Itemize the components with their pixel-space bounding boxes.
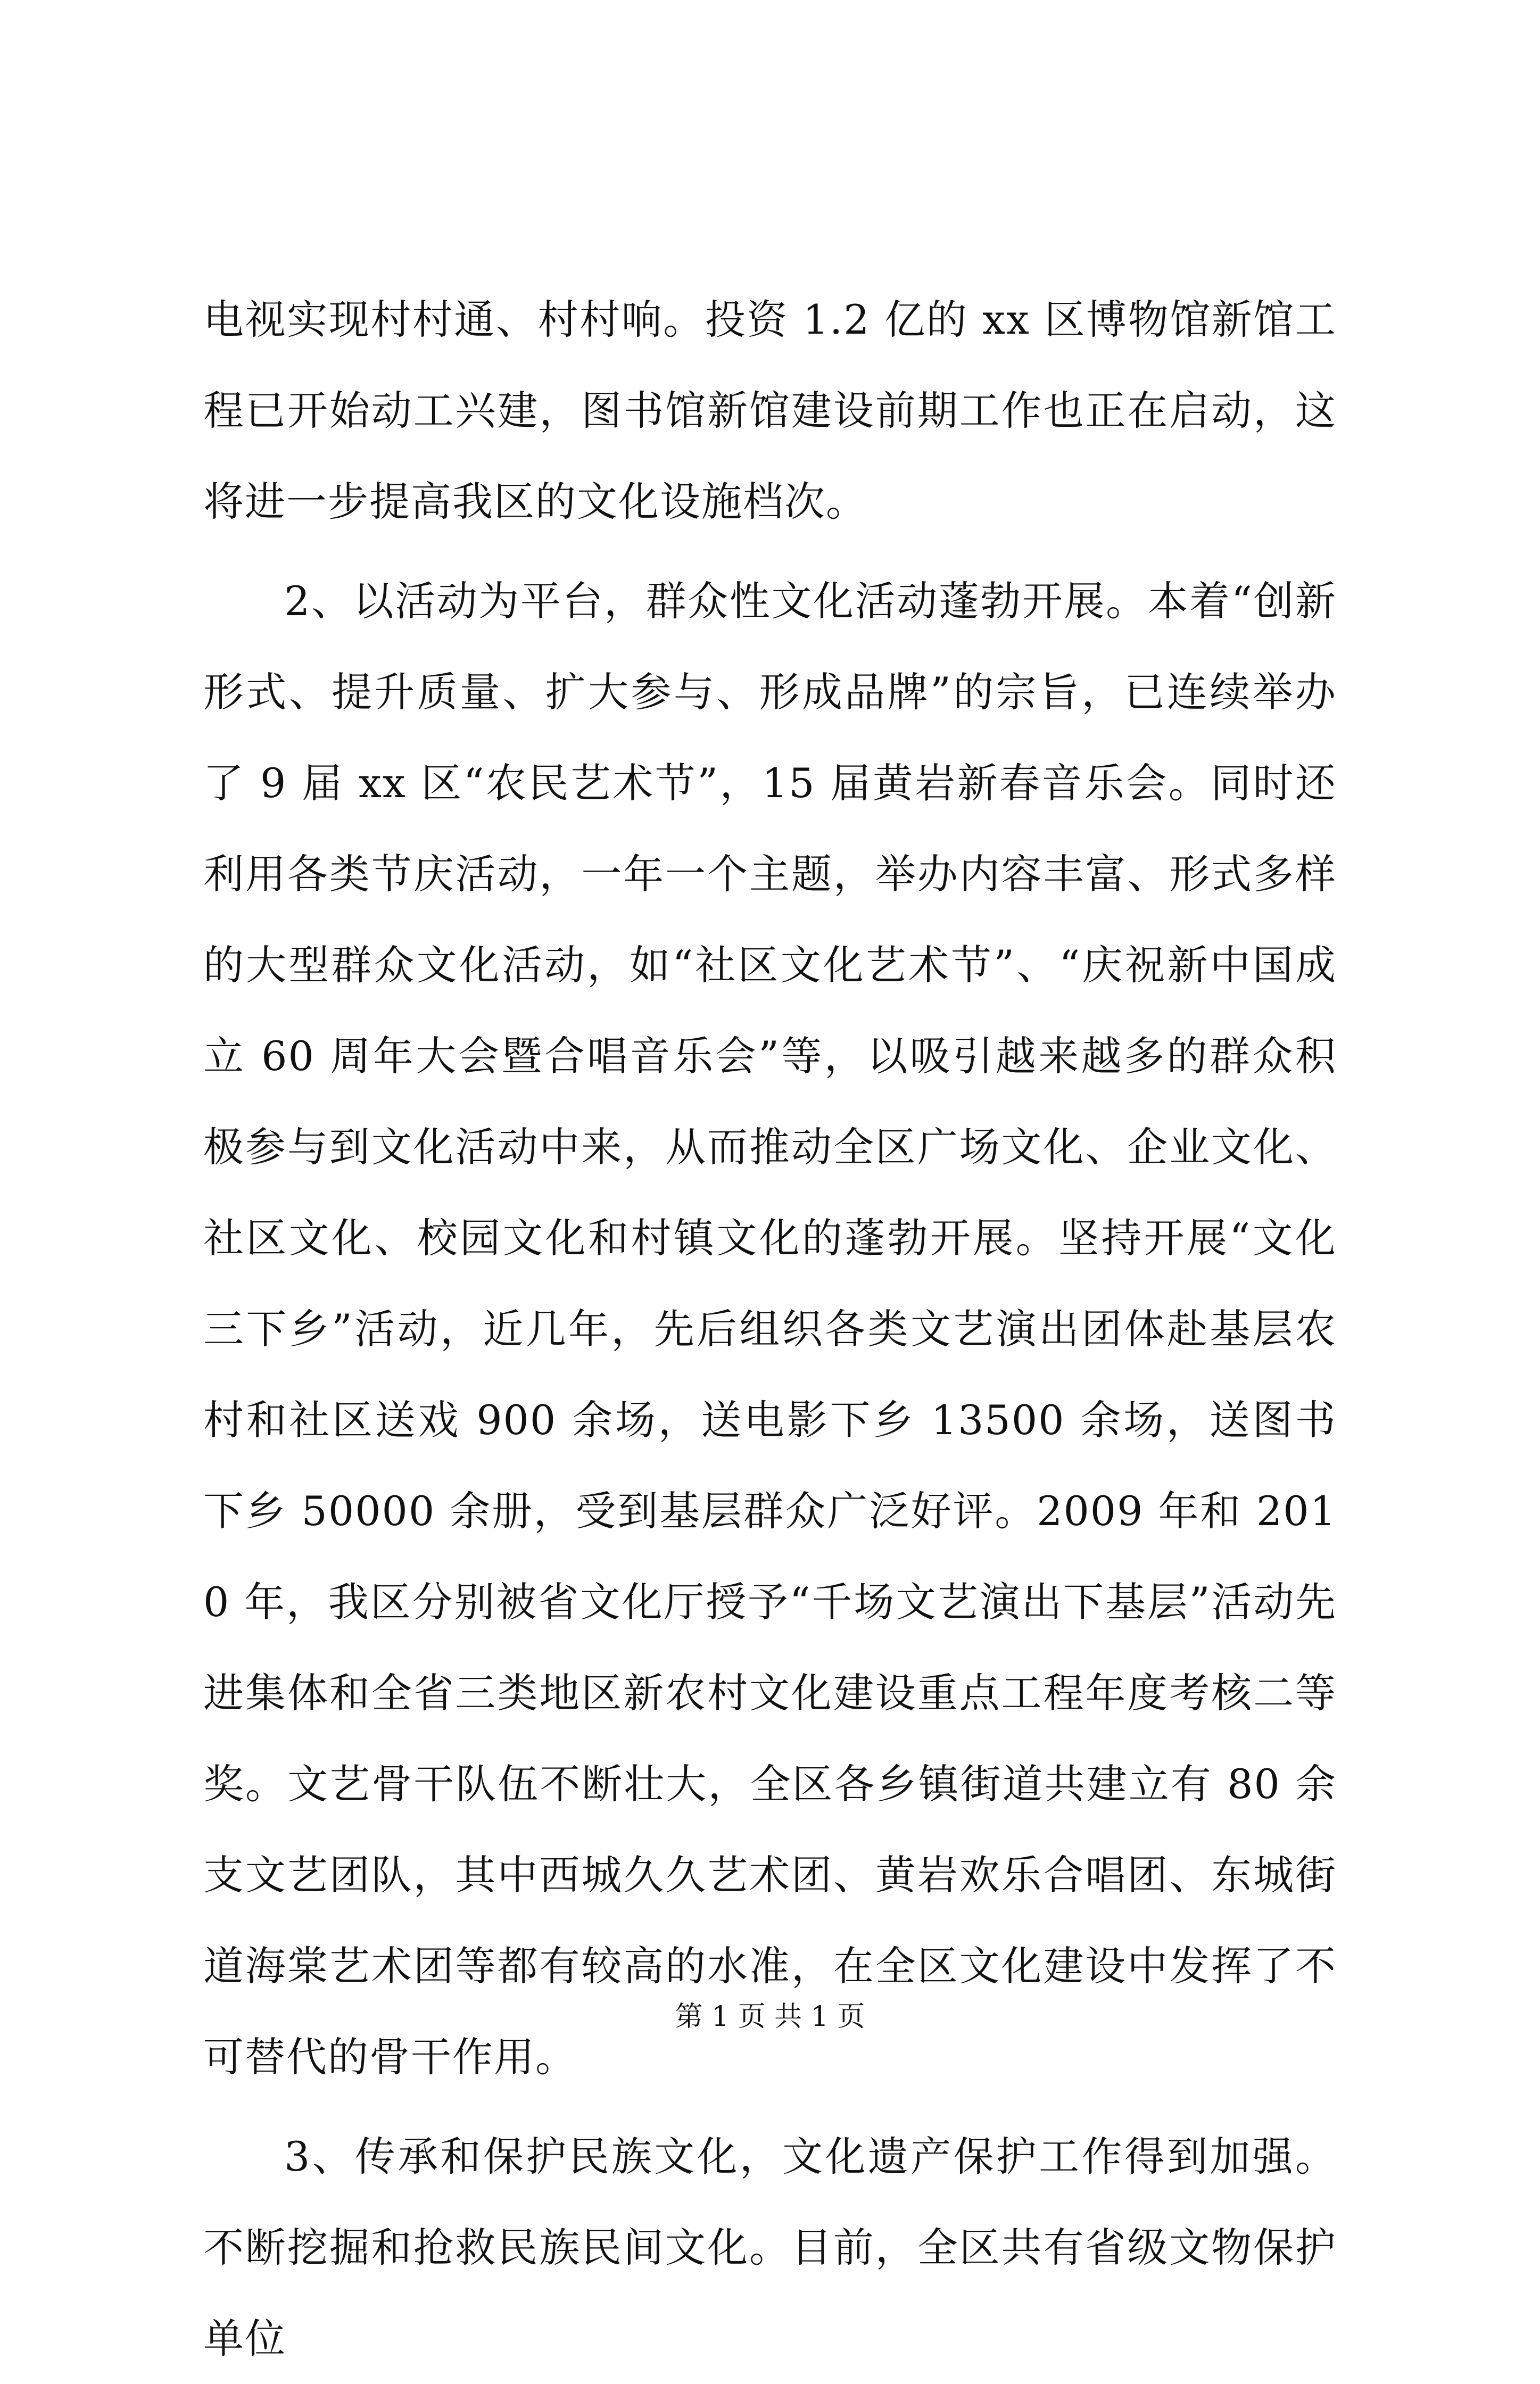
paragraph-1: 电视实现村村通、村村响。投资 1.2 亿的 xx 区博物馆新馆工程已开始动工兴建，图书馆新馆建设前期工作也正在启动，这将进一步提高我区的文化设施档次。 xyxy=(203,296,1337,525)
paragraph-3: 3、传承和保护民族文化，文化遗产保护工作得到加强。不断挖掘和抢救民族民间文化。目前，全区共有省级文物保护单位 xyxy=(203,2133,1337,2362)
page-footer: 第 1 页 共 1 页 xyxy=(675,2001,865,2033)
document-body xyxy=(203,274,1337,2384)
paragraph-2: 2、以活动为平台，群众性文化活动蓬勃开展。本着“创新形式、提升质量、扩大参与、形成品牌”的宗旨，已连续举办了 9 届 xx 区“农民艺术节”，15 届黄岩新春音乐会。同时还利用各类节庆活动，一年一个主题，举办内容丰富、形式多样的大型群众文化活动，如“社区文化艺术节”、“庆祝新中国成立 60 周年大会暨合唱音乐会”等，以吸引越来越多的群众积极参与到文化活动中来，从而推动全区广场文化、企业文化、社区文化、校园文化和村镇文化的蓬勃开展。坚持开展“文化三下乡”活动，近几年，先后组织各类文艺演出团体赴基层农村和社区送戏 900 余场，送电影下乡 13500 余场，送图书下乡 50000 余册，受到基层群众广泛好评。2009 年和 2010 年，我区分别被省文化厅授予“千场文艺演出下基层”活动先进集体和全省三类地区新农村文化建设重点工程年度考核二等奖。文艺骨干队伍不断壮大，全区各乡镇街道共建立有 80 余支文艺团队，其中西城久久艺术团、黄岩欢乐合唱团、东城街道海棠艺术团等都有较高的水准，在全区文化建设中发挥了不可替代的骨干作用。 xyxy=(203,577,1337,2081)
